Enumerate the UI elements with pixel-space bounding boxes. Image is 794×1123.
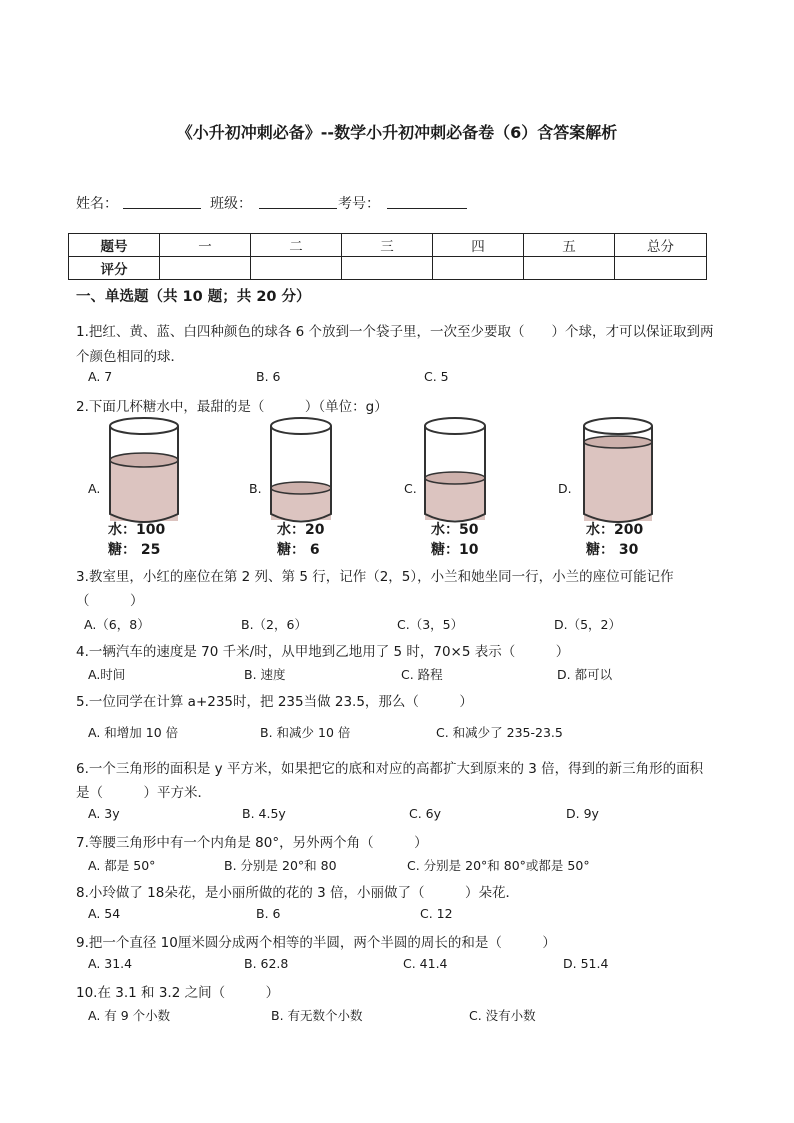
q2-option-c[interactable]: C.	[404, 481, 417, 496]
q9-option-c[interactable]: C. 41.4	[403, 956, 448, 971]
q9-option-d[interactable]: D. 51.4	[563, 956, 609, 971]
cup-a-sugar: 糖： 25	[108, 542, 161, 558]
q8-option-b[interactable]: B. 6	[256, 906, 281, 921]
cup-c-water: 水：50	[431, 522, 479, 538]
q10-option-a[interactable]: A. 有 9 个小数	[88, 1008, 171, 1023]
score-header-cell: 一	[160, 234, 251, 257]
q7-option-a[interactable]: A. 都是 50°	[88, 858, 156, 873]
q6-option-b[interactable]: B. 4.5y	[242, 806, 286, 821]
q9-option-b[interactable]: B. 62.8	[244, 956, 289, 971]
q8-option-a[interactable]: A. 54	[88, 906, 121, 921]
exam-label: 考号：	[338, 196, 380, 212]
q3-option-a[interactable]: A.（6，8）	[84, 617, 150, 632]
score-cell[interactable]	[433, 257, 524, 280]
q9-option-a[interactable]: A. 31.4	[88, 956, 133, 971]
cup-b-icon	[266, 414, 336, 524]
q4-text: 4.一辆汽车的速度是 70 千米/时，从甲地到乙地用了 5 时，70×5 表示（ ）	[76, 644, 570, 660]
cup-c-values	[431, 520, 478, 560]
q9-text: 9.把一个直径 10厘米圆分成两个相等的半圆，两个半圆的周长的和是（ ）	[76, 935, 556, 951]
cup-d-water: 水：200	[586, 522, 644, 538]
q7-text: 7.等腰三角形中有一个内角是 80°，另外两个角（ ）	[76, 835, 428, 851]
q1-text-line2: 个颜色相同的球．	[76, 349, 184, 365]
cup-c-sugar: 糖：10	[431, 542, 479, 558]
q8-text: 8.小玲做了 18朵花，是小丽所做的花的 3 倍，小丽做了（ ）朵花．	[76, 885, 520, 901]
q6-text-line2: 是（ ）平方米．	[76, 785, 211, 801]
q6-option-d[interactable]: D. 9y	[566, 806, 599, 821]
q5-option-b[interactable]: B. 和减少 10 倍	[260, 725, 351, 740]
class-label: 班级：	[210, 196, 252, 212]
q1-option-b[interactable]: B. 6	[256, 369, 281, 384]
q3-text-line1: 3.教室里，小红的座位在第 2 列、第 5 行，记作（2，5），小兰和她坐同一行，小兰的座位可能记作	[76, 569, 674, 585]
score-header-cell: 题号	[69, 234, 160, 257]
q2-text: 2.下面几杯糖水中，最甜的是（ ）（单位：g）	[76, 399, 388, 415]
score-cell[interactable]	[160, 257, 251, 280]
page-title: 《小升初冲刺必备》--数学小升初冲刺必备卷（6）含答案解析	[176, 123, 618, 142]
q2-option-a[interactable]: A.	[88, 481, 101, 496]
q1-option-a[interactable]: A. 7	[88, 369, 113, 384]
q6-text-line1: 6.一个三角形的面积是 y 平方米，如果把它的底和对应的高都扩大到原来的 3 倍，得到的新三角形的面积	[76, 761, 704, 777]
cup-a-water: 水：100	[108, 522, 166, 538]
q1-text-line1: 1.把红、黄、蓝、白四种颜色的球各 6 个放到一个袋子里，一次至少要取（ ）个球，才可以保证取到两	[76, 324, 714, 340]
score-cell[interactable]	[615, 257, 707, 280]
score-header-cell: 五	[524, 234, 615, 257]
q2-option-d[interactable]: D.	[558, 481, 572, 496]
cup-d-icon	[578, 414, 658, 524]
score-row-label: 评分	[69, 257, 160, 280]
q5-text: 5.一位同学在计算 a+235时，把 235当做 23.5，那么（ ）	[76, 694, 473, 710]
score-cell[interactable]	[342, 257, 433, 280]
score-cell[interactable]	[251, 257, 342, 280]
q7-option-b[interactable]: B. 分别是 20°和 80	[224, 858, 337, 873]
q6-option-c[interactable]: C. 6y	[409, 806, 442, 821]
score-header-cell: 三	[342, 234, 433, 257]
name-label: 姓名：	[76, 196, 118, 212]
q3-option-b[interactable]: B.（2，6）	[241, 617, 307, 632]
q4-option-d[interactable]: D. 都可以	[557, 667, 613, 682]
q8-option-c[interactable]: C. 12	[420, 906, 453, 921]
q4-option-c[interactable]: C. 路程	[401, 667, 443, 682]
cup-b-sugar: 糖： 6	[277, 542, 320, 558]
q10-text: 10.在 3.1 和 3.2 之间（ ）	[76, 985, 280, 1001]
cup-a-icon	[104, 414, 184, 524]
q10-option-c[interactable]: C. 没有小数	[469, 1008, 536, 1023]
score-header-cell: 二	[251, 234, 342, 257]
section-heading: 一、单选题（共 10 题；共 20 分）	[76, 289, 311, 305]
q5-option-c[interactable]: C. 和减少了 235-23.5	[436, 725, 563, 740]
q3-option-c[interactable]: C.（3，5）	[397, 617, 464, 632]
q10-option-b[interactable]: B. 有无数个小数	[271, 1008, 363, 1023]
cup-d-values	[586, 520, 643, 560]
cup-a-values	[108, 520, 165, 560]
score-cell[interactable]	[524, 257, 615, 280]
exam-blank[interactable]	[387, 194, 467, 209]
cup-c-icon	[420, 414, 490, 524]
q5-option-a[interactable]: A. 和增加 10 倍	[88, 725, 179, 740]
q3-text-line2: （ ）	[76, 593, 144, 609]
q7-option-c[interactable]: C. 分别是 20°和 80°或都是 50°	[407, 858, 590, 873]
score-header-row	[69, 234, 707, 257]
score-row	[69, 257, 707, 280]
q3-option-d[interactable]: D.（5，2）	[554, 617, 622, 632]
class-blank[interactable]	[259, 194, 337, 209]
cup-d-sugar: 糖： 30	[586, 542, 639, 558]
score-header-cell: 总分	[615, 234, 707, 257]
q4-option-b[interactable]: B. 速度	[244, 667, 286, 682]
q4-option-a[interactable]: A.时间	[88, 667, 126, 682]
score-header-cell: 四	[433, 234, 524, 257]
q1-option-c[interactable]: C. 5	[424, 369, 449, 384]
cup-b-values	[277, 520, 324, 560]
q2-option-b[interactable]: B.	[249, 481, 262, 496]
q6-option-a[interactable]: A. 3y	[88, 806, 120, 821]
name-blank[interactable]	[123, 194, 201, 209]
cup-b-water: 水：20	[277, 522, 325, 538]
score-table	[68, 233, 707, 280]
